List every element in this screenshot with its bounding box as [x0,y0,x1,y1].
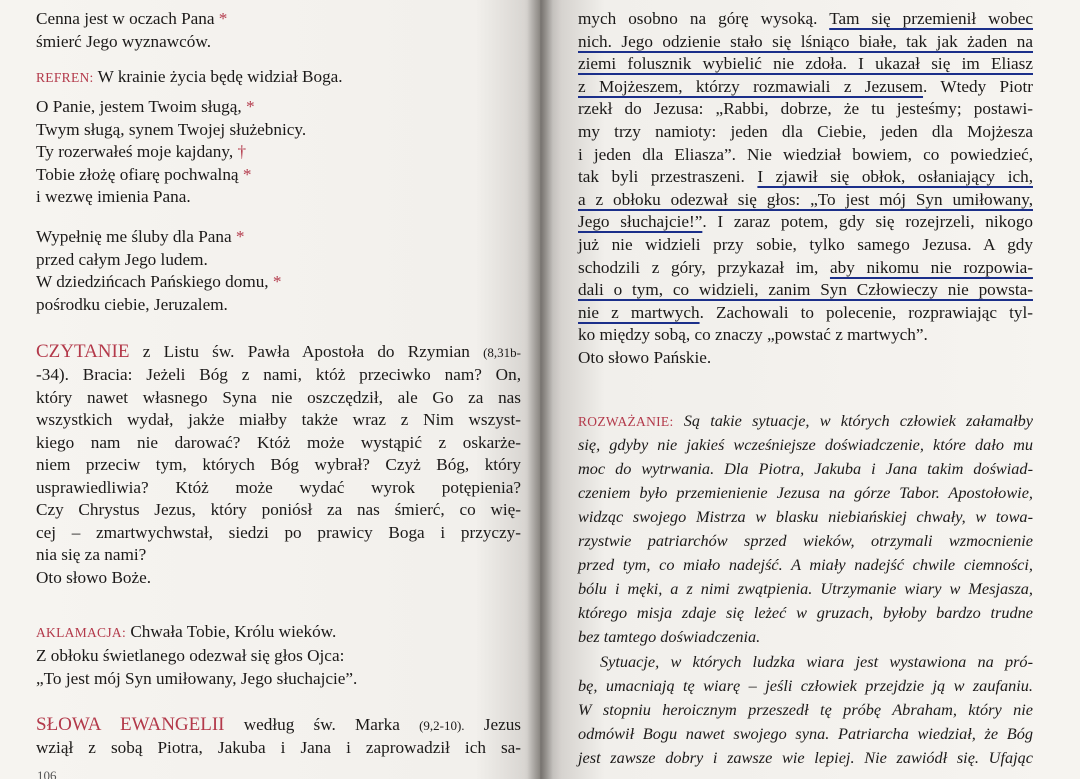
refrain [36,66,343,89]
reflection-line: przed tym, co miało nadejść. A miały nadejść chwile ciemności, [578,555,1033,574]
reflection-text: Są takie sytuacje, w których człowiek załamałby [673,411,1033,430]
gospel-label: SŁOWA EWANGELII [36,714,225,735]
gospel-text: tak byli przestraszeni. [578,167,758,187]
reading-label: CZYTANIE [36,341,130,362]
reading-line: Oto słowo Boże. [36,567,152,587]
gospel-line [578,166,1033,188]
underlined-text: Jego słuchajcie!” [578,212,703,232]
gospel-line [578,234,1033,256]
reflection-line: odmówił Bogu nawet swojego syna. Patriarcha wiedział, że Bóg [578,724,1033,743]
gospel-intro-end: Jezus [464,715,521,734]
psalm-line [36,164,251,186]
gospel-text: mych osobno na górę wysoką. [578,9,830,28]
reading-line: nia się za nami? [36,545,147,564]
psalm-text: pośrodku ciebie, Jeruzalem. [36,294,228,314]
gospel-line [578,347,711,369]
psalm-mark: * [241,97,255,116]
underlined-text: aby nikomu nie rozpowia- [829,257,1033,277]
acclamation-line: „To jest mój Syn umiłowany, Jego słuchajcie”. [36,668,358,688]
acclamation-label: AKLAMACJA: [36,625,127,640]
gospel-ref: (9,2-10). [419,718,465,733]
gospel-line [578,324,928,346]
psalm-line [36,226,245,248]
psalm-line [36,31,211,53]
reflection-line: się, gdyby nie jakieś wcześniejsze doświadczenie, które dało mu [578,435,1033,454]
psalm-mark: * [268,272,282,291]
reflection-line: W stopniu heroicznym przeszedł tę próbę Abraham, który nie [578,700,1033,719]
psalm-text: i wezwę imienia Pana. [36,187,191,206]
psalm-text: W dziedzińcach Pańskiego domu, [36,272,269,291]
gospel-text: rzekł do Jezusa: „Rabbi, dobrze, że tu jesteśmy; postawi- [578,99,1033,119]
refrain-label: REFREN: [36,70,94,85]
psalm-line [36,186,191,208]
reading-title [36,341,521,364]
underlined-text: z Mojżeszem, którzy rozmawiali z Jezusem [578,76,924,96]
underlined-text: a z obłoku odezwał się głos: „To jest mój Syn umiłowany, [578,189,1033,209]
gospel-line [578,279,1033,301]
gospel-text: my trzy namioty: jeden dla Ciebie, jeden dla Mojżesza [578,122,1033,141]
reading-line: który nawet własnego Syna nie oszczędził, ale Go za nas [36,387,521,407]
gospel-text: ko między sobą, co znaczy „powstać z martwych”. [578,325,928,345]
acclamation [36,621,336,644]
reflection-line: jest zawsze dobry i zawsze wie lepiej. Nie zawiódł się. Ufając [578,748,1033,767]
reflection-label: ROZWAŻANIE: [578,414,674,429]
underlined-text: I zjawił się obłok, osłaniający ich, [757,167,1033,187]
psalm-mark: * [231,227,245,246]
acclamation-line: Z obłoku świetlanego odezwał się głos Ojca: [36,646,345,665]
psalm-mark: * [238,164,252,184]
psalm-text: Twym sługą, synem Twojej służebnicy. [36,119,307,139]
reflection-line: rzystwie patriarchów sprzed wieków, otrzymali wzmocnienie [578,531,1033,550]
gospel-text: i jeden dla Eliasza”. Nie wiedział bowiem, co powiedzieć, [578,144,1033,164]
gospel-line: wziął z sobą Piotra, Jakuba i Jana i zaprowadził ich sa- [36,738,521,757]
psalm-line [36,294,228,316]
underlined-text: nich. Jego odzienie stało się lśniąco białe, tak jak żaden na [578,31,1033,51]
gospel-title [36,714,521,737]
psalm-text: Ty rozerwałeś moje kajdany, [36,142,234,161]
reflection-line: widząc swojego Mistrza w blasku niebiańskiej chwały, w towa- [578,507,1033,526]
gospel-text: schodzili z góry, przykazał im, [578,257,830,277]
gospel-line [578,98,1033,120]
reading-line: niem przeciw tym, których Bóg wybrał? Czyż Bóg, który [36,455,521,474]
reflection-line: bę, umacniają tę wiarę – jeśli człowiek przejdzie ją w zaufaniu. [578,676,1033,695]
gospel-line [578,8,1033,30]
gospel-text: Oto słowo Pańskie. [578,348,712,367]
gospel-line [578,121,1033,143]
reading-line: cej – zmartwychwstał, siedzi po prawicy Boga i przyczy- [36,522,521,542]
reading-line: usprawiedliwia? Któż może wydać wyrok potępienia? [36,477,521,497]
reflection-line: bez tamtego doświadczenia. [578,627,761,646]
reading-line: wszystkich wydał, jakże miałby także wraz z Nim wszyst- [36,410,521,429]
gospel-line [578,144,1033,166]
page-number: 106 [37,768,57,779]
psalm-text: śmierć Jego wyznawców. [36,31,211,51]
reflection-title [578,410,1033,433]
gospel-line [578,211,1033,233]
psalm-line [36,96,255,118]
reflection-line: czeniem było przemienienie Jezusa na górze Tabor. Apostołowie, [578,483,1033,502]
acclamation-text: Chwała Tobie, Królu wieków. [126,622,337,641]
reflection-line: bólu i męki, a z nimi zwątpienia. Utrzymanie wiary w Mesjasza, [578,579,1033,598]
reading-ref: (8,31b- [483,345,521,360]
gospel-intro: według św. Marka [224,715,420,734]
refrain-text: W krainie życia będę widział Boga. [93,67,343,86]
gospel-line [578,302,1033,324]
psalm-mark: † [233,142,247,161]
psalm-text: Wypełnię me śluby dla Pana [36,227,232,246]
book-gutter [527,0,553,779]
psalm-text: Cenna jest w oczach Pana [36,9,215,28]
psalm-line [36,249,208,271]
psalm-text: O Panie, jestem Twoim sługą, [36,97,242,116]
right-page [540,0,1080,779]
reading-line: kiego nam nie darować? Któż może wystąpić z oskarże- [36,432,521,452]
psalm-line [36,8,227,30]
reflection-line: Sytuacje, w których ludzka wiara jest wystawiona na pró- [600,652,1033,671]
psalm-mark: * [214,9,228,28]
reflection-line: którego misja zdaje się leżeć w gruzach, byłoby bardzo trudne [578,603,1033,622]
reading-line: Czy Chrystus Jezus, który poniósł za nas śmierć, co wię- [36,500,521,519]
gospel-line [578,76,1033,98]
reflection-line: moc do wytrwania. Dla Piotra, Jakuba i Jana takim doświad- [578,459,1033,478]
gospel-text: już nie widzieli przy sobie, tylko samego Jezusa. A gdy [578,235,1033,254]
psalm-text: Tobie złożę ofiarę pochwalną [36,164,239,184]
psalm-line [36,119,306,141]
reading-intro: z Listu św. Pawła Apostoła do Rzymian [129,342,484,361]
gospel-text: . Wtedy Piotr [923,76,1033,96]
psalm-line [36,141,246,163]
gospel-line [578,31,1033,53]
underlined-text: Tam się przemienił wobec [829,9,1033,28]
underlined-text: ziemi folusznik wybielić nie zdoła. I ukazał się im Eliasz [578,54,1033,74]
underlined-text: nie z martwych [578,302,700,322]
psalm-text: przed całym Jego ludem. [36,249,208,269]
psalm-line [36,271,282,293]
reading-line: -34). Bracia: Jeżeli Bóg z nami, któż przeciwko nam? On, [36,365,521,384]
gospel-line [578,53,1033,75]
gospel-line [578,189,1033,211]
gospel-text: . I zaraz potem, gdy się rozejrzeli, nikogo [702,212,1034,232]
gospel-line [578,257,1033,279]
gospel-text: . Zachowali to polecenie, rozprawiając tyl- [699,302,1034,322]
underlined-text: dali o tym, co widzieli, zanim Syn Człowieczy nie powsta- [578,280,1033,300]
